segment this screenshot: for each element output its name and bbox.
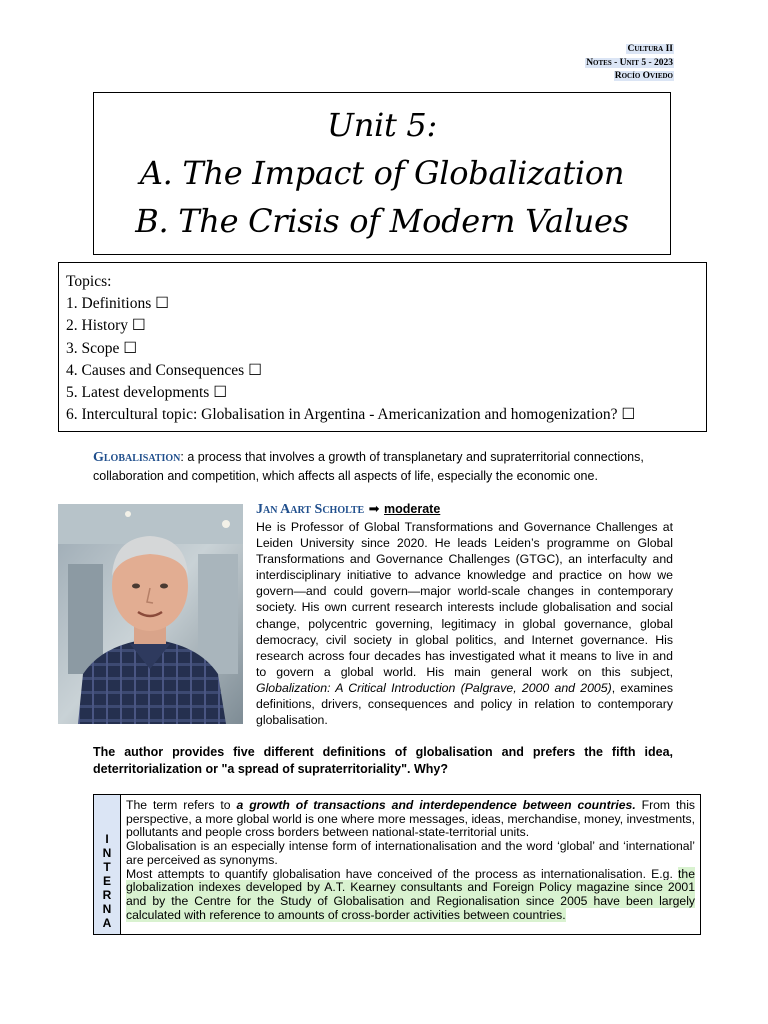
discussion-question: The author provides five different definitions of globalisation and prefers the fifth idea, deterritorialization or "a spread of supraterritoriality". Why?: [93, 745, 673, 776]
checkbox-icon[interactable]: ☐: [123, 339, 138, 357]
checkbox-icon[interactable]: ☐: [131, 317, 146, 335]
side-label-interna: I N T E R N A: [94, 795, 121, 934]
author-stance-tag: moderate: [384, 502, 441, 516]
book-title: Globalization: A Critical Introduction (Palgrave, 2000 and 2005): [256, 680, 612, 695]
header-course: Cultura II: [627, 44, 673, 54]
author-block: [256, 500, 673, 728]
header-meta: [585, 43, 674, 84]
author-portrait: [58, 504, 243, 724]
author-bio: He is Professor of Global Transformations and Governance Challenges at Leiden University since 2020. He leads Leiden’s programme on Global Transformations and Governance Challenges (GTGC), an interfaculty and interdisciplinary initiative to advance knowledge and practice on how we govern—and could govern—major world-scale changes in contemporary society. His own current research interests include globalisation and social change, polycentric governing, legitimacy in global governance, global democracy, civil society in global politics, and Internet governance. His research across four decades has investigated what it means to live in and to govern a global world. His main general work on this subject, Globalization: A Critical Introduction (Palgrave, 2000 and 2005), examines definitions, drivers, consequences and policy in relation to contemporary globalisation.: [256, 520, 673, 728]
topic-item: 1. Definitions ☐: [66, 295, 170, 313]
checkbox-icon[interactable]: ☐: [155, 295, 170, 313]
header-notes: Notes - Unit 5 - 2023: [586, 57, 673, 68]
topic-item: 5. Latest developments ☐: [66, 384, 228, 402]
topic-item: 4. Causes and Consequences ☐: [66, 361, 262, 379]
highlighted-text: the globalization indexes developed by A.T. Kearney consultants and Foreign Policy magazine since 2001 and by the Centre for the Study of Globalisation and Regionalisation since 2005 have been largely calculated with reference to amounts of cross-border activities between countries.: [126, 866, 695, 922]
arrow-right-icon: ➡: [368, 501, 380, 516]
interna-paragraph-2: Globalisation is an especially intense form of internationalisation and the word ‘global’ and ‘international’ are perceived as synonyms.: [126, 839, 695, 867]
interna-paragraph-1: The term refers to a growth of transactions and interdependence between countries. From this perspective, a more global world is one where more messages, ideas, merchandise, money, investments, pollutants and people cross borders between national-state-territorial units.: [126, 798, 695, 840]
checkbox-icon[interactable]: ☐: [213, 384, 228, 402]
definition-paragraph: [93, 448, 678, 486]
title-line-3: B. The Crisis of Modern Values: [135, 202, 629, 240]
checkbox-icon[interactable]: ☐: [248, 361, 262, 379]
internationalisation-box: [93, 794, 701, 935]
author-name: Jan Aart Scholte: [256, 502, 365, 517]
topics-heading: Topics:: [66, 273, 112, 290]
title-line-1: Unit 5:: [327, 106, 437, 144]
title-box: [93, 92, 671, 255]
definition-term: Globalisation: [93, 450, 181, 465]
topic-item: 6. Intercultural topic: Globalisation in Argentina - Americanization and homogenization? ☐: [66, 406, 636, 424]
header-author: Rocío Oviedo: [614, 71, 673, 81]
portrait-image: [58, 504, 243, 724]
checkbox-icon[interactable]: ☐: [621, 406, 636, 424]
interna-text: [121, 795, 700, 934]
topics-box: [58, 262, 707, 432]
topic-item: 3. Scope ☐: [66, 339, 138, 357]
topic-item: 2. History ☐: [66, 317, 146, 335]
interna-paragraph-3: Most attempts to quantify globalisation have conceived of the process as internationalisation. E.g. the globalization indexes developed by A.T. Kearney consultants and Foreign Policy magazine since 2001 and by the Centre for the Study of Globalisation and Regionalisation since 2005 have been largely calculated with reference to amounts of cross-border activities between countries.: [126, 866, 695, 922]
title-line-2: A. The Impact of Globalization: [139, 154, 625, 192]
definition-text: : a process that involves a growth of transplanetary and supraterritorial connections, collaboration and competition, which affects all aspects of life, especially the economic one.: [93, 450, 644, 483]
